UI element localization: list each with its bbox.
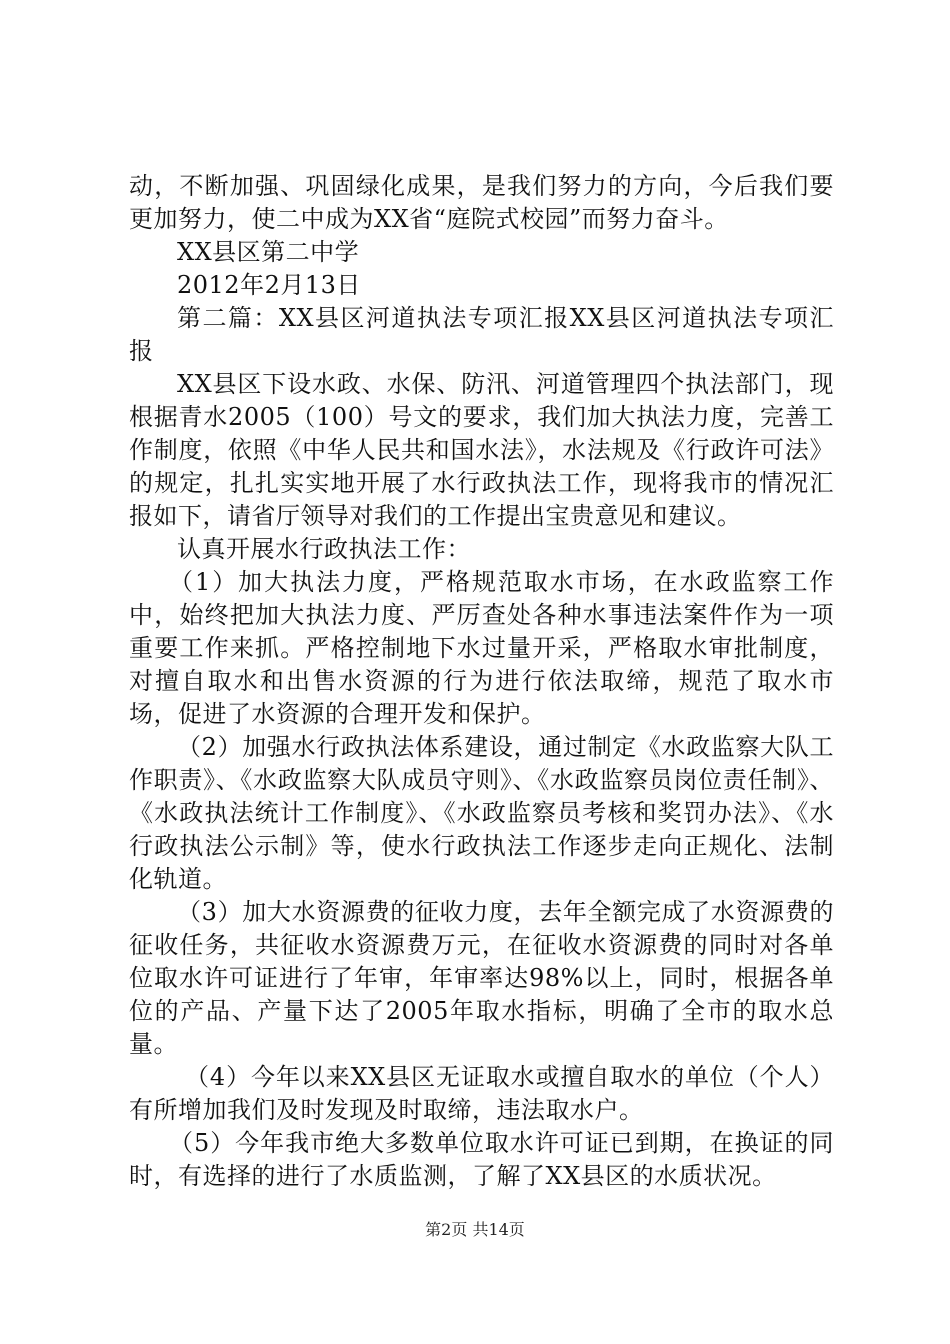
paragraph-item-1: （1）加大执法力度，严格规范取水市场，在水政监察工作中，始终把加大执法力度、严厉查处各种水事违法案件作为一项重要工作来抓。严格控制地下水过量开采，严格取水审批制度，对擅自取水和出售水资源的行为进行依法取缔，规范了取水市场，促进了水资源的合理开发和保护。: [129, 568, 834, 728]
paragraph-item-3: （3）加大水资源费的征收力度，去年全额完成了水资源费的征收任务，共征收水资源费万元，在征收水资源费的同时对各单位取水许可证进行了年审，年审率达98%以上，同时，根据各单位的产品、产量下达了2005年取水指标，明确了全市的取水总量。: [129, 898, 834, 1058]
section-heading: 第二篇：XX县区河道执法专项汇报XX县区河道执法专项汇报: [129, 304, 834, 365]
signature-school: XX县区第二中学: [177, 238, 360, 266]
paragraph-item-2: （2）加强水行政执法体系建设，通过制定《水政监察大队工作职责》、《水政监察大队成员守则》、《水政监察员岗位责任制》、《水政执法统计工作制度》、《水政监察员考核和奖罚办法》、《水行政执法公示制》等，使水行政执法工作逐步走向正规化、法制化轨道。: [129, 733, 834, 893]
paragraph-lead: 认真开展水行政执法工作：: [177, 535, 471, 563]
paragraph-continuation: 动，不断加强、巩固绿化成果，是我们努力的方向，今后我们要更加努力，使二中成为XX省“庭院式校园”而努力奋斗。: [129, 172, 834, 233]
paragraph-item-5: （5）今年我市绝大多数单位取水许可证已到期，在换证的同时，有选择的进行了水质监测，了解了XX县区的水质状况。: [129, 1129, 834, 1190]
document-body: [129, 170, 834, 1193]
paragraph-item-4: （4）今年以来XX县区无证取水或擅自取水的单位（个人）有所增加我们及时发现及时取缔，违法取水户。: [129, 1063, 834, 1124]
page-number-footer: 第2页 共14页: [425, 1220, 525, 1239]
paragraph-intro: XX县区下设水政、水保、防汛、河道管理四个执法部门，现根据青水2005（100）号文的要求，我们加大执法力度，完善工作制度，依照《中华人民共和国水法》，水法规及《行政许可法》的规定，扎扎实实地开展了水行政执法工作，现将我市的情况汇报如下，请省厅领导对我们的工作提出宝贵意见和建议。: [129, 370, 834, 530]
signature-date: 2012年2月13日: [177, 271, 361, 299]
